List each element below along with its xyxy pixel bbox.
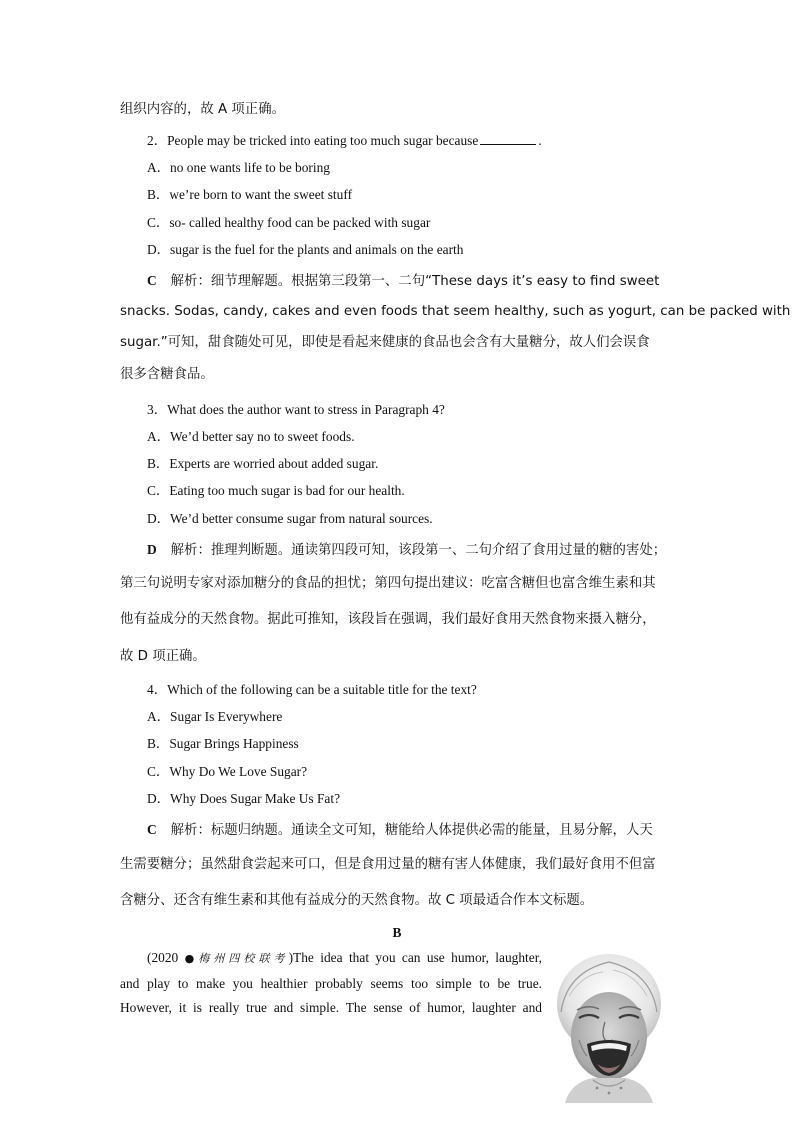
question-4-analysis-line: 含糖分、还含有维生素和其他有益成分的天然食物。故 C 项最适合作本文标题。 [120, 893, 594, 908]
analysis-text: 解析：标题归纳题。通读全文可知，糖能给人体提供必需的能量，且易分解，人天 [170, 823, 653, 838]
question-4-analysis-line: 生需要糖分；虽然甜食尝起来可口，但是食用过量的糖有害人体健康，我们最好食用不但富 [120, 857, 656, 872]
source-close: ) [288, 950, 294, 965]
question-2-analysis-line [147, 272, 659, 291]
question-4-answer: C [147, 822, 157, 837]
question-2-analysis-line: snacks. Sodas, candy, cakes and even foods that seem healthy, such as yogurt, can be packed with [120, 304, 791, 319]
question-2-option-d: D．sugar is the fuel for the plants and animals on the earth [147, 242, 464, 257]
question-2-answer: C [147, 273, 157, 288]
question-3-analysis-line: 故 D 项正确。 [120, 649, 206, 664]
source-label: ●梅州四校联考 [184, 952, 289, 965]
question-4-stem: 4．Which of the following can be a suitable title for the text? [147, 682, 477, 697]
question-2-stem [147, 132, 542, 150]
question-4-option-c: C．Why Do We Love Sugar? [147, 764, 308, 779]
question-3-option-d: D．We’d better consume sugar from natural sources. [147, 511, 433, 526]
question-3-analysis-line: 第三句说明专家对添加糖分的食品的担忧；第四句提出建议：吃富含糖但也富含维生素和其 [120, 576, 656, 591]
question-3-stem: 3．What does the author want to stress in Paragraph 4? [147, 402, 445, 417]
laughing-woman-photo [553, 952, 664, 1103]
question-4-option-a: A．Sugar Is Everywhere [147, 709, 283, 724]
analysis-text: 解析：推理判断题。通读第四段可知，该段第一、二句介绍了食用过量的糖的害处； [170, 543, 667, 558]
question-3-option-b: B．Experts are worried about added sugar. [147, 456, 379, 471]
passage-line [147, 949, 542, 968]
passage-text: The idea that you can use humor, laughter, [293, 950, 542, 965]
passage-line: However, it is really true and simple. The sense of humor, laughter and [120, 1000, 542, 1015]
question-3-analysis-line: 他有益成分的天然食物。据此可推知，该段旨在强调，我们最好食用天然食物来摄入糖分， [120, 612, 656, 627]
source-year: (2020 [147, 950, 185, 965]
question-2-analysis-line: sugar.”可知，甜食随处可见，即使是看起来健康的食品也会含有大量糖分，故人们会误食 [120, 335, 650, 350]
question-2-option-a: A．no one wants life to be boring [147, 160, 330, 175]
question-3-option-a: A．We’d better say no to sweet foods. [147, 429, 355, 444]
question-4-analysis-line [147, 821, 653, 840]
analysis-text: 解析：细节理解题。根据第三段第一、二句“These days it’s easy to find sweet [170, 274, 660, 289]
question-2-stem-text: 2．People may be tricked into eating too much sugar because [147, 133, 479, 148]
intro-tail: 组织内容的，故 A 项正确。 [120, 102, 285, 117]
answer-blank [480, 132, 536, 145]
question-2-stem-end: . [538, 133, 542, 148]
question-3-answer: D [147, 542, 157, 557]
question-2-option-c: C．so- called healthy food can be packed with sugar [147, 215, 431, 230]
question-3-option-c: C．Eating too much sugar is bad for our health. [147, 483, 405, 498]
section-heading: B [392, 925, 402, 940]
question-2-option-b: B．we’re born to want the sweet stuff [147, 187, 353, 202]
question-2-analysis-line: 很多含糖食品。 [120, 367, 214, 382]
question-4-option-b: B．Sugar Brings Happiness [147, 736, 299, 751]
passage-line: and play to make you healthier probably seems too simple to be true. [120, 976, 542, 991]
question-3-analysis-line [147, 541, 666, 560]
question-4-option-d: D．Why Does Sugar Make Us Fat? [147, 791, 341, 806]
